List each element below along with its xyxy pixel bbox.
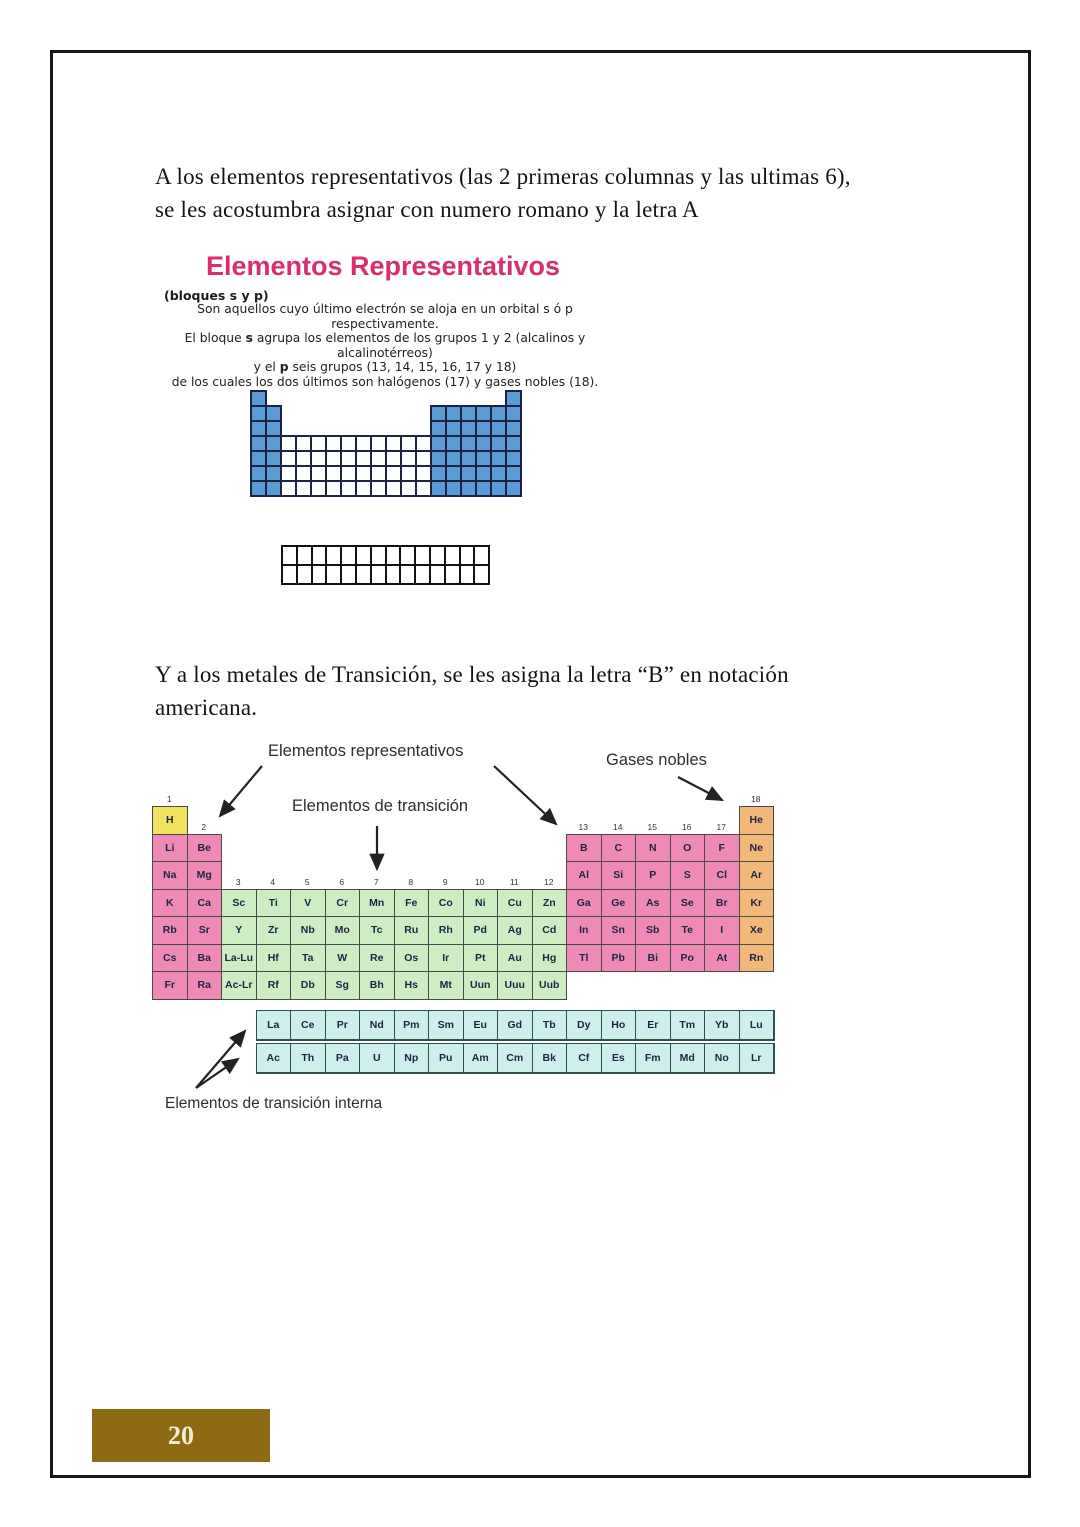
element-cell-La: La xyxy=(256,1010,292,1040)
element-cell-Ta: Ta xyxy=(290,944,326,973)
element-cell-Cf: Cf xyxy=(566,1043,602,1073)
element-cell-W: W xyxy=(325,944,361,973)
element-cell-Eu: Eu xyxy=(463,1010,499,1040)
text-segment: respectivamente. xyxy=(331,316,439,331)
group-number-5: 5 xyxy=(304,876,310,887)
element-cell-Rf: Rf xyxy=(256,971,292,1000)
group-number-4: 4 xyxy=(270,876,276,887)
group-number-13: 13 xyxy=(578,821,588,832)
element-cell-U: U xyxy=(359,1043,395,1073)
element-cell-Bk: Bk xyxy=(532,1043,568,1073)
paragraph-line: se les acostumbra asignar con numero romano y la letra A xyxy=(155,197,699,222)
group-number-2: 2 xyxy=(201,821,207,832)
element-cell-Y: Y xyxy=(221,916,257,945)
text-segment: p xyxy=(279,360,289,375)
element-cell-Pt: Pt xyxy=(463,944,499,973)
element-cell-Ru: Ru xyxy=(394,916,430,945)
element-cell-Ge: Ge xyxy=(601,889,637,918)
element-cell-Mn: Mn xyxy=(359,889,395,918)
element-cell-S: S xyxy=(670,861,706,890)
group-number-15: 15 xyxy=(647,821,657,832)
element-cell-Ac: Ac xyxy=(256,1043,292,1073)
group-number-1: 1 xyxy=(166,794,172,804)
element-cell-Au: Au xyxy=(497,944,533,973)
element-cell-Sc: Sc xyxy=(221,889,257,918)
element-cell-Hg: Hg xyxy=(532,944,568,973)
element-cell-Cm: Cm xyxy=(497,1043,533,1073)
element-cell-As: As xyxy=(635,889,671,918)
element-cell-In: In xyxy=(566,916,602,945)
element-cell-P: P xyxy=(635,861,671,890)
element-cell-Na: Na xyxy=(152,861,188,890)
element-cell-Al: Al xyxy=(566,861,602,890)
element-cell-Tl: Tl xyxy=(566,944,602,973)
group-number-10: 10 xyxy=(475,876,485,887)
text-segment: de los cuales los dos últimos son halógenos (17) y gases nobles (18). xyxy=(171,374,599,389)
element-cell-Be: Be xyxy=(187,834,223,863)
element-cell-Mo: Mo xyxy=(325,916,361,945)
element-cell-Rh: Rh xyxy=(428,916,464,945)
element-cell-Uuu: Uuu xyxy=(497,971,533,1000)
figure1-text-line xyxy=(120,346,650,361)
element-cell-Bh: Bh xyxy=(359,971,395,1000)
element-cell-Fe: Fe xyxy=(394,889,430,918)
element-cell-Pd: Pd xyxy=(463,916,499,945)
element-cell-C: C xyxy=(601,834,637,863)
element-cell-Tm: Tm xyxy=(670,1010,706,1040)
fblock-cell xyxy=(473,545,490,566)
element-cell-Sg: Sg xyxy=(325,971,361,1000)
element-cell-I: I xyxy=(704,916,740,945)
element-cell-Ar: Ar xyxy=(739,861,775,890)
element-cell-La-Lu: La-Lu xyxy=(221,944,257,973)
label-transicion-interna: Elementos de transición interna xyxy=(165,1095,383,1112)
figure1-text-line xyxy=(120,331,650,346)
element-cell-H: H xyxy=(152,806,188,835)
element-cell-Yb: Yb xyxy=(704,1010,740,1040)
group-number-3: 3 xyxy=(235,876,241,887)
text-segment: s xyxy=(245,331,253,346)
element-cell-Db: Db xyxy=(290,971,326,1000)
element-cell-Sb: Sb xyxy=(635,916,671,945)
text-segment: seis grupos (13, 14, 15, 16, 17 y 18) xyxy=(288,360,517,375)
element-cell-Lr: Lr xyxy=(739,1043,775,1073)
element-cell-N: N xyxy=(635,834,671,863)
element-cell-Li: Li xyxy=(152,834,188,863)
element-cell-Rb: Rb xyxy=(152,916,188,945)
element-cell-Nb: Nb xyxy=(290,916,326,945)
group-number-16: 16 xyxy=(682,821,692,832)
element-cell-Ac-Lr: Ac-Lr xyxy=(221,971,257,1000)
element-cell-Po: Po xyxy=(670,944,706,973)
figure1-subtitle: (bloques s y p) xyxy=(164,288,269,303)
element-cell-Uub: Uub xyxy=(532,971,568,1000)
element-cell-Mt: Mt xyxy=(428,971,464,1000)
element-cell-Pu: Pu xyxy=(428,1043,464,1073)
element-cell-Os: Os xyxy=(394,944,430,973)
figure1-text-line xyxy=(120,360,650,375)
element-cell-Xe: Xe xyxy=(739,916,775,945)
element-cell-Mg: Mg xyxy=(187,861,223,890)
group-number-7: 7 xyxy=(373,876,379,887)
element-cell-Se: Se xyxy=(670,889,706,918)
element-cell-Er: Er xyxy=(635,1010,671,1040)
element-cell-Ni: Ni xyxy=(463,889,499,918)
element-cell-Co: Co xyxy=(428,889,464,918)
text-segment: El bloque xyxy=(184,331,246,346)
page-number: 20 xyxy=(168,1421,194,1450)
element-cell-Cs: Cs xyxy=(152,944,188,973)
element-cell-Cr: Cr xyxy=(325,889,361,918)
element-cell-Zn: Zn xyxy=(532,889,568,918)
block-cell-blue xyxy=(505,480,522,497)
element-cell-Ne: Ne xyxy=(739,834,775,863)
element-cell-Zr: Zr xyxy=(256,916,292,945)
element-cell-Lu: Lu xyxy=(739,1010,775,1040)
group-number-11: 11 xyxy=(509,876,519,887)
page-number-badge xyxy=(92,1409,270,1462)
element-cell-Uun: Uun xyxy=(463,971,499,1000)
element-cell-Hs: Hs xyxy=(394,971,430,1000)
paragraph-line: Y a los metales de Transición, se les asigna la letra “B” en notación xyxy=(155,662,789,687)
element-cell-At: At xyxy=(704,944,740,973)
element-cell-F: F xyxy=(704,834,740,863)
paragraph-representativos xyxy=(155,160,955,226)
element-cell-Si: Si xyxy=(601,861,637,890)
group-number-14: 14 xyxy=(613,821,623,832)
element-cell-Ag: Ag xyxy=(497,916,533,945)
group-number-6: 6 xyxy=(339,876,345,887)
paragraph-transicion xyxy=(155,658,915,724)
element-cell-Am: Am xyxy=(463,1043,499,1073)
text-segment: Son aquellos cuyo último electrón se aloja en un orbital s ó p xyxy=(197,302,573,316)
paragraph-line: americana. xyxy=(155,695,258,720)
figure1-title: Elementos Representativos xyxy=(205,251,561,281)
element-cell-Re: Re xyxy=(359,944,395,973)
element-cell-Ba: Ba xyxy=(187,944,223,973)
element-cell-Ir: Ir xyxy=(428,944,464,973)
label-elementos-representativos: Elementos representativos xyxy=(268,742,464,760)
group-number-9: 9 xyxy=(442,876,448,887)
element-cell-Pb: Pb xyxy=(601,944,637,973)
paragraph-line: A los elementos representativos (las 2 primeras columnas y las ultimas 6), xyxy=(155,164,851,189)
element-cell-Fm: Fm xyxy=(635,1043,671,1073)
element-cell-Te: Te xyxy=(670,916,706,945)
element-cell-Cl: Cl xyxy=(704,861,740,890)
element-cell-Ce: Ce xyxy=(290,1010,326,1040)
element-cell-Fr: Fr xyxy=(152,971,188,1000)
element-cell-Tc: Tc xyxy=(359,916,395,945)
text-segment: y el xyxy=(253,360,280,375)
element-cell-Hf: Hf xyxy=(256,944,292,973)
element-cell-Sm: Sm xyxy=(428,1010,464,1040)
element-cell-Es: Es xyxy=(601,1043,637,1073)
element-cell-Cu: Cu xyxy=(497,889,533,918)
element-cell-O: O xyxy=(670,834,706,863)
element-cell-Ti: Ti xyxy=(256,889,292,918)
element-cell-Br: Br xyxy=(704,889,740,918)
element-cell-Rn: Rn xyxy=(739,944,775,973)
element-cell-V: V xyxy=(290,889,326,918)
text-segment: agrupa los elementos de los grupos 1 y 2 (alcalinos y xyxy=(252,331,586,346)
figure1-text-line xyxy=(120,375,650,390)
element-cell-Ra: Ra xyxy=(187,971,223,1000)
label-elementos-transicion: Elementos de transición xyxy=(292,797,469,815)
element-cell-Ca: Ca xyxy=(187,889,223,918)
element-cell-Th: Th xyxy=(290,1043,326,1073)
fblock-cell xyxy=(473,564,490,585)
figure1-text-line xyxy=(120,317,650,332)
element-cell-Gd: Gd xyxy=(497,1010,533,1040)
element-cell-Sn: Sn xyxy=(601,916,637,945)
figure1-text-line xyxy=(120,302,650,317)
element-cell-Ga: Ga xyxy=(566,889,602,918)
group-number-18: 18 xyxy=(751,794,761,804)
element-cell-Bi: Bi xyxy=(635,944,671,973)
element-cell-B: B xyxy=(566,834,602,863)
element-cell-Pr: Pr xyxy=(325,1010,361,1040)
element-cell-Ho: Ho xyxy=(601,1010,637,1040)
element-cell-K: K xyxy=(152,889,188,918)
element-cell-Md: Md xyxy=(670,1043,706,1073)
element-cell-Kr: Kr xyxy=(739,889,775,918)
element-cell-Tb: Tb xyxy=(532,1010,568,1040)
group-number-17: 17 xyxy=(716,821,726,832)
figure1-description xyxy=(120,302,650,390)
group-number-12: 12 xyxy=(544,876,554,887)
element-cell-Np: Np xyxy=(394,1043,430,1073)
element-cell-Dy: Dy xyxy=(566,1010,602,1040)
element-cell-He: He xyxy=(739,806,775,835)
label-gases-nobles: Gases nobles xyxy=(606,751,707,769)
element-cell-Pa: Pa xyxy=(325,1043,361,1073)
element-cell-Pm: Pm xyxy=(394,1010,430,1040)
element-cell-Cd: Cd xyxy=(532,916,568,945)
text-segment: alcalinotérreos) xyxy=(337,345,433,360)
element-cell-Sr: Sr xyxy=(187,916,223,945)
element-cell-Nd: Nd xyxy=(359,1010,395,1040)
group-number-8: 8 xyxy=(408,876,414,887)
element-cell-No: No xyxy=(704,1043,740,1073)
